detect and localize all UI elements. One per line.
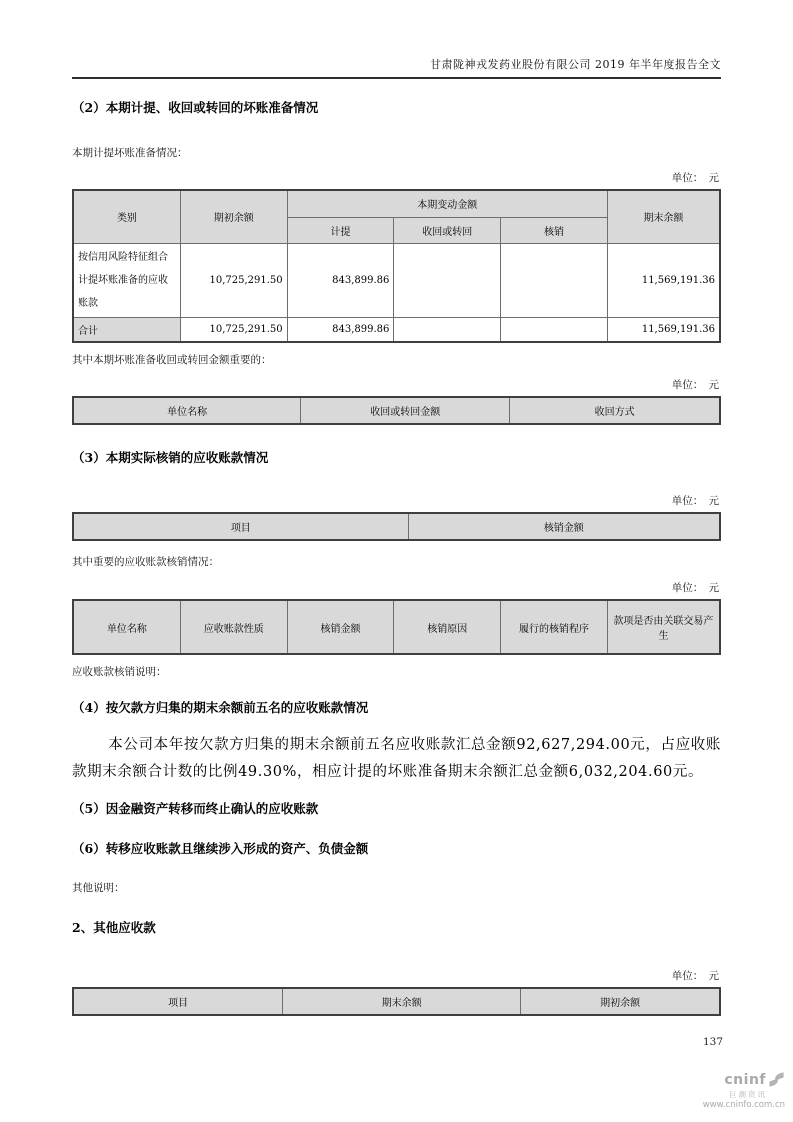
page-number: 137 xyxy=(702,1036,723,1048)
cell-provision: 843,899.86 xyxy=(287,243,394,317)
section-6-heading: （6）转移应收账款且继续涉入形成的资产、负债金额 xyxy=(72,841,369,856)
col-header-writeoff-procedure: 履行的核销程序 xyxy=(501,600,608,654)
col-header-receivable-nature: 应收账款性质 xyxy=(180,600,287,654)
col-header-item: 项目 xyxy=(73,513,408,540)
writeoff-detail-table xyxy=(72,599,721,655)
section-2-heading: （2）本期计提、收回或转回的坏账准备情况 xyxy=(72,100,319,115)
col-header-category: 类别 xyxy=(73,190,180,243)
col-header-beginning-balance: 期初余额 xyxy=(180,190,287,243)
col-header-item: 项目 xyxy=(73,988,283,1015)
cell-total-beginning: 10,725,291.50 xyxy=(180,317,287,342)
cninfo-logo-url: www.cninfo.com.cn xyxy=(702,1099,785,1110)
table-row-credit-risk-group xyxy=(73,243,720,317)
cell-writeoff xyxy=(501,243,608,317)
table-header-row xyxy=(73,190,720,217)
unit-label-2: 单位： 元 xyxy=(671,379,719,391)
col-header-writeoff: 核销 xyxy=(501,217,608,243)
section-4-heading: （4）按欠款方归集的期末余额前五名的应收账款情况 xyxy=(72,700,369,715)
unit-label-1: 单位： 元 xyxy=(671,172,719,184)
other-receivables-heading: 2、其他应收款 xyxy=(72,920,156,935)
top-five-receivables-paragraph: 本公司本年按欠款方归集的期末余额前五名应收账款汇总金额92,627,294.00元，占应收账款期末余额合计数的比例49.30%，相应计提的坏账准备期末余额汇总金额6,032,204.60元。 xyxy=(72,737,721,780)
col-header-unit-name: 单位名称 xyxy=(73,397,301,424)
col-header-writeoff-amount: 核销金额 xyxy=(408,513,720,540)
col-header-ending-balance: 期末余额 xyxy=(607,190,720,243)
cell-total-recover xyxy=(394,317,501,342)
col-header-related-transaction: 款项是否由关联交易产生 xyxy=(607,600,720,654)
table-header-row xyxy=(73,988,720,1015)
bad-debt-intro-note: 本期计提坏账准备情况： xyxy=(72,147,188,159)
col-header-recover-amount: 收回或转回金额 xyxy=(301,397,510,424)
unit-label-3: 单位： 元 xyxy=(671,495,719,507)
cell-total-writeoff xyxy=(501,317,608,342)
cell-recover xyxy=(394,243,501,317)
cninfo-logo xyxy=(675,1071,785,1110)
writeoff-explain-note: 应收账款核销说明： xyxy=(72,666,167,678)
col-header-ending-balance: 期末余额 xyxy=(283,988,521,1015)
cell-category: 按信用风险特征组合计提坏账准备的应收账款 xyxy=(73,243,180,317)
recover-table xyxy=(72,396,721,425)
table-header-row xyxy=(73,513,720,540)
col-header-recover-method: 收回方式 xyxy=(510,397,720,424)
col-header-unit-name: 单位名称 xyxy=(73,600,180,654)
cell-beginning-balance: 10,725,291.50 xyxy=(180,243,287,317)
cell-total-provision: 843,899.86 xyxy=(287,317,394,342)
col-header-writeoff-reason: 核销原因 xyxy=(394,600,501,654)
writeoff-table xyxy=(72,512,721,541)
cninfo-swirl-icon xyxy=(768,1071,785,1092)
col-header-provision: 计提 xyxy=(287,217,394,243)
col-header-writeoff-amount: 核销金额 xyxy=(287,600,394,654)
bad-debt-provision-table xyxy=(72,189,721,343)
page-content xyxy=(72,0,721,1016)
cell-total-label: 合计 xyxy=(73,317,180,342)
col-header-recover: 收回或转回 xyxy=(394,217,501,243)
cell-total-ending: 11,569,191.36 xyxy=(607,317,720,342)
table-header-row xyxy=(73,600,720,654)
cell-ending-balance: 11,569,191.36 xyxy=(607,243,720,317)
cninfo-logo-text: cninf xyxy=(724,1072,766,1089)
other-receivables-table xyxy=(72,987,721,1016)
writeoff-important-note: 其中重要的应收账款核销情况： xyxy=(72,556,219,568)
unit-label-5: 单位： 元 xyxy=(671,970,719,982)
col-header-beginning-balance: 期初余额 xyxy=(521,988,720,1015)
page-header xyxy=(72,0,721,79)
recover-important-note: 其中本期坏账准备收回或转回金额重要的： xyxy=(72,354,272,366)
report-header-title: 甘肃陇神戎发药业股份有限公司 2019 年半年度报告全文 xyxy=(430,58,721,71)
section-3-heading: （3）本期实际核销的应收账款情况 xyxy=(72,450,269,465)
other-note: 其他说明： xyxy=(72,882,125,894)
cninfo-logo-cn-text: 巨潮资讯 xyxy=(729,1090,767,1100)
unit-label-4: 单位： 元 xyxy=(671,582,719,594)
table-header-row xyxy=(73,397,720,424)
col-header-change-group: 本期变动金额 xyxy=(287,190,607,217)
table-row-total xyxy=(73,317,720,342)
section-5-heading: （5）因金融资产转移而终止确认的应收账款 xyxy=(72,801,319,816)
